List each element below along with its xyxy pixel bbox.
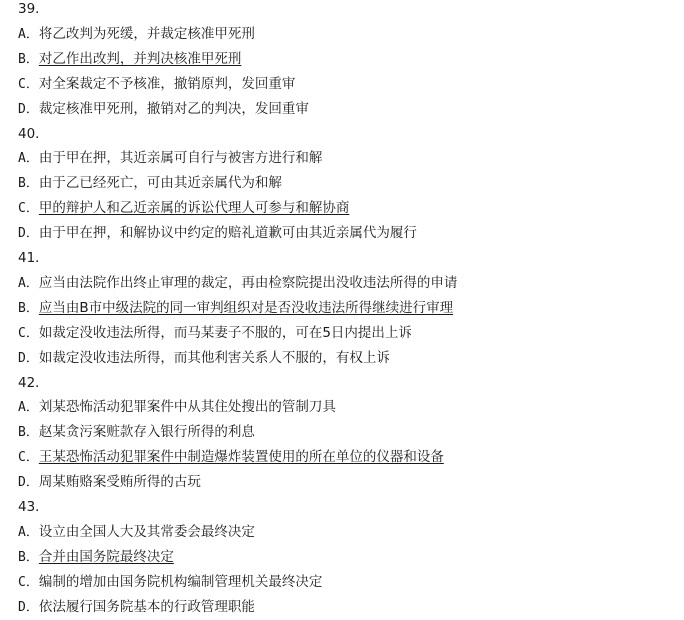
option-letter: D． bbox=[18, 475, 39, 491]
option-text: 由于甲在押，和解协议中约定的赔礼道歉可由其近亲属代为履行 bbox=[38, 225, 417, 242]
question-number: 40． bbox=[18, 125, 49, 142]
option-text: 应当由法院作出终止审理的裁定，再由检察院提出没收违法所得的申请 bbox=[38, 274, 458, 291]
option-text: 赵某贪污案赃款存入银行所得的利息 bbox=[38, 424, 255, 441]
option-text: 如裁定没收违法所得，而马某妻子不服的，可在5日内提出上诉 bbox=[38, 324, 412, 341]
answer-option bbox=[18, 221, 417, 246]
option-letter: C． bbox=[18, 450, 39, 466]
answer-option bbox=[18, 420, 255, 445]
option-letter: D． bbox=[18, 101, 39, 117]
option-letter: B． bbox=[18, 549, 39, 565]
option-letter: B． bbox=[18, 176, 39, 192]
option-letter: B． bbox=[18, 425, 39, 441]
option-letter: A． bbox=[18, 275, 39, 291]
answer-option bbox=[18, 395, 336, 420]
option-text: 裁定核准甲死刑，撤销对乙的判决，发回重审 bbox=[38, 100, 309, 117]
option-letter: D． bbox=[18, 226, 39, 242]
answer-option bbox=[18, 196, 349, 221]
answer-option bbox=[18, 296, 453, 321]
answer-option bbox=[18, 271, 457, 296]
answer-option bbox=[18, 171, 282, 196]
option-text: 设立由全国人大及其常委会最终决定 bbox=[38, 523, 255, 540]
option-text-underlined: 应当由B市中级法院的同一审判组织对是否没收违法所得继续进行审理 bbox=[38, 299, 454, 316]
answer-option bbox=[18, 97, 309, 122]
option-text: 由于甲在押，其近亲属可自行与被害方进行和解 bbox=[38, 150, 323, 167]
answer-option bbox=[18, 595, 255, 620]
option-text: 依法履行国务院基本的行政管理职能 bbox=[38, 598, 255, 615]
answer-option bbox=[18, 321, 412, 346]
answer-option bbox=[18, 146, 322, 171]
option-letter: A． bbox=[18, 524, 39, 540]
option-text: 将乙改判为死缓，并裁定核准甲死刑 bbox=[38, 25, 255, 42]
question-number: 41． bbox=[18, 250, 49, 266]
option-text: 刘某恐怖活动犯罪案件中从其住处搜出的管制刀具 bbox=[38, 399, 336, 416]
answer-option bbox=[18, 545, 174, 570]
option-letter: A． bbox=[18, 151, 39, 167]
option-text: 对全案裁定不予核准，撤销原判，发回重审 bbox=[38, 75, 296, 92]
option-text-underlined: 合并由国务院最终决定 bbox=[38, 548, 174, 565]
answer-option bbox=[18, 520, 255, 545]
option-letter: B． bbox=[18, 51, 39, 67]
option-letter: D． bbox=[18, 350, 39, 366]
option-text: 编制的增加由国务院机构编制管理机关最终决定 bbox=[38, 573, 323, 590]
answer-option bbox=[18, 72, 295, 97]
option-letter: C． bbox=[18, 201, 39, 217]
option-letter: C． bbox=[18, 76, 39, 92]
option-text-underlined: 王某恐怖活动犯罪案件中制造爆炸装置使用的所在单位的仪器和设备 bbox=[38, 449, 444, 466]
option-text: 由于乙已经死亡，可由其近亲属代为和解 bbox=[38, 175, 282, 192]
option-text-underlined: 对乙作出改判，并判决核准甲死刑 bbox=[38, 50, 242, 67]
option-letter: A． bbox=[18, 26, 39, 42]
option-text-underlined: 甲的辩护人和乙近亲属的诉讼代理人可参与和解协商 bbox=[38, 200, 350, 217]
answer-option bbox=[18, 346, 390, 371]
option-letter: D． bbox=[18, 599, 39, 615]
question-number: 42． bbox=[18, 374, 49, 391]
answer-option bbox=[18, 570, 322, 595]
option-letter: C． bbox=[18, 325, 39, 341]
answer-option bbox=[18, 470, 201, 495]
answer-option bbox=[18, 22, 255, 47]
option-letter: A． bbox=[18, 400, 39, 416]
answer-option bbox=[18, 445, 444, 470]
answer-option bbox=[18, 47, 241, 72]
option-text: 如裁定没收违法所得，而其他利害关系人不服的，有权上诉 bbox=[38, 349, 390, 366]
option-letter: B． bbox=[18, 300, 39, 316]
question-number: 39． bbox=[18, 1, 49, 17]
question-number: 43． bbox=[18, 499, 49, 515]
option-text: 周某贿赂案受贿所得的古玩 bbox=[38, 474, 201, 491]
option-letter: C． bbox=[18, 574, 39, 590]
